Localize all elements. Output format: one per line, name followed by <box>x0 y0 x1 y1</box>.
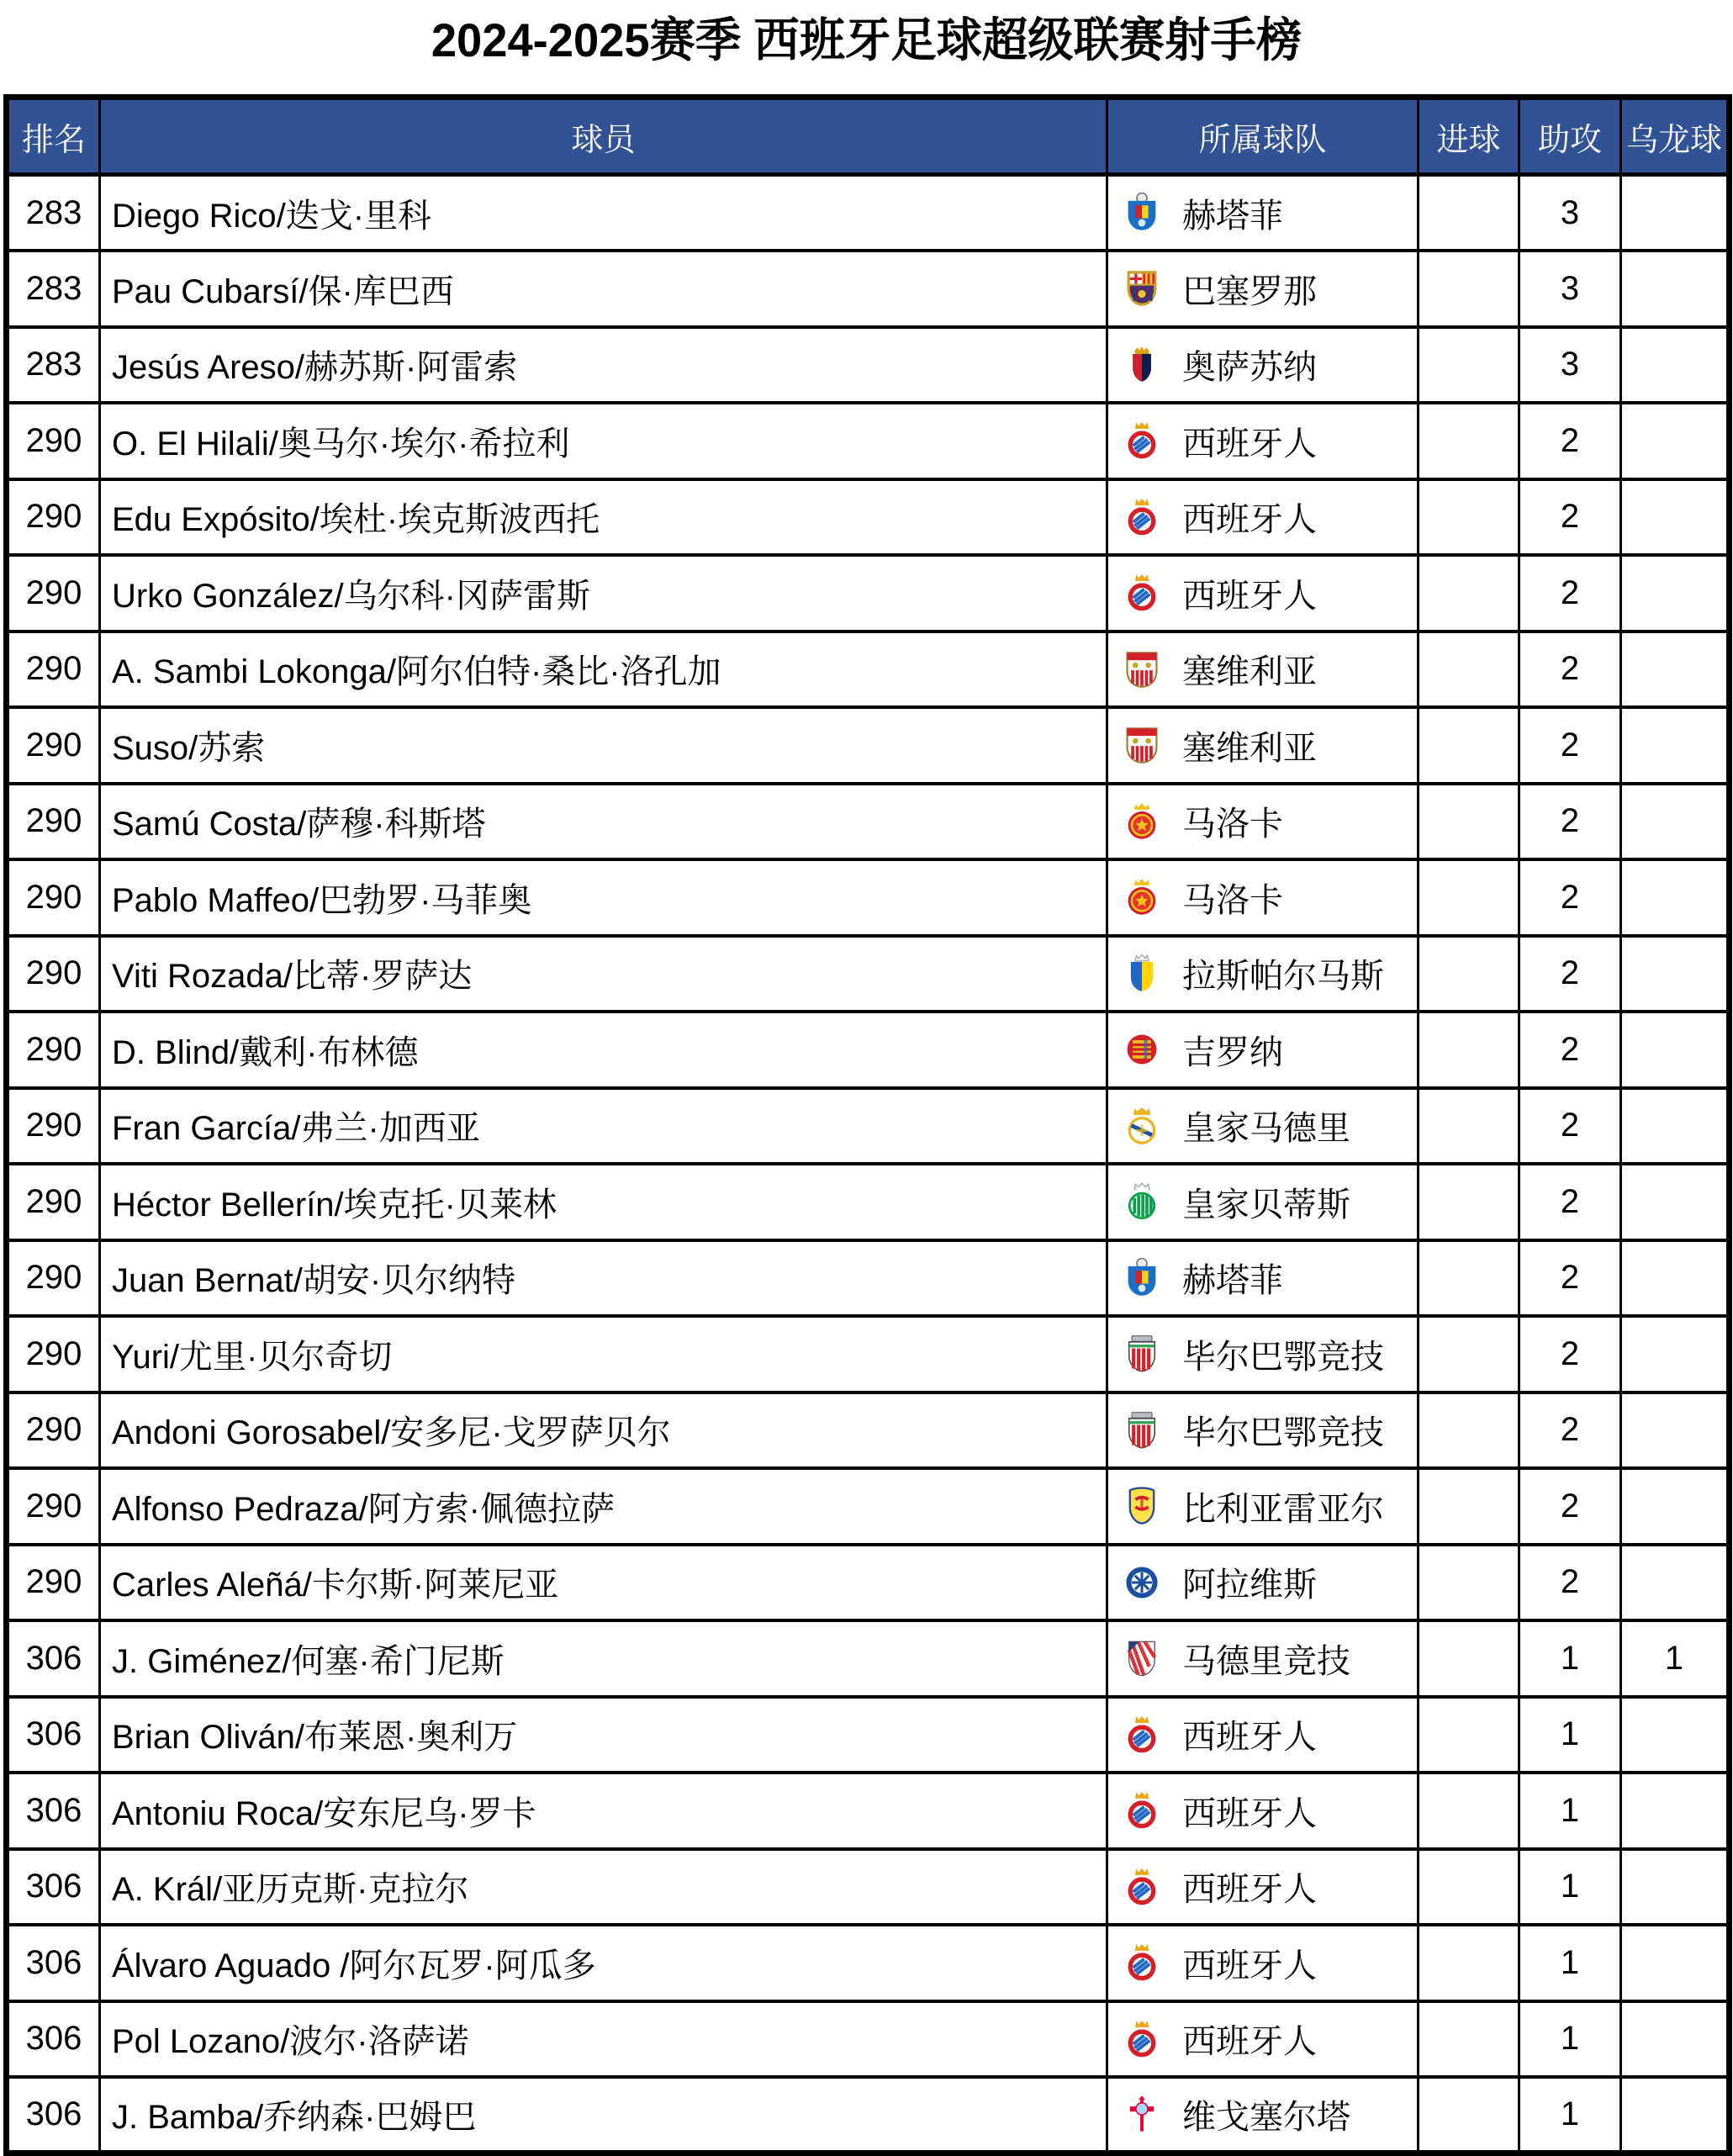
rank-cell: 283 <box>7 251 100 327</box>
goals-cell <box>1419 1088 1519 1165</box>
rank-cell: 306 <box>7 2077 100 2153</box>
alaves-badge-icon <box>1123 1562 1160 1603</box>
player-cell: D. Blind/戴利·布林德 <box>100 1012 1107 1088</box>
goals-cell <box>1419 1164 1519 1240</box>
team-cell <box>1107 631 1419 708</box>
own-goals-cell <box>1621 251 1730 327</box>
table-row <box>7 784 1730 860</box>
team-cell <box>1107 327 1419 404</box>
own-goals-cell <box>1621 1164 1730 1240</box>
goals-cell <box>1419 1697 1519 1773</box>
goals-cell <box>1419 1545 1519 1621</box>
player-cell: Álvaro Aguado /阿尔瓦罗·阿瓜多 <box>100 1925 1107 2001</box>
team-name: 西班牙人 <box>1182 1947 1317 1984</box>
table-row <box>7 555 1730 631</box>
goals-cell <box>1419 1012 1519 1088</box>
own-goals-cell <box>1621 2001 1730 2078</box>
team-cell <box>1107 1164 1419 1240</box>
espanyol-badge-icon <box>1123 1867 1160 1907</box>
sevilla-badge-icon <box>1123 649 1160 690</box>
own-goals-cell <box>1621 1012 1730 1088</box>
scorer-table-body <box>7 175 1730 2153</box>
rank-cell: 290 <box>7 1164 100 1240</box>
own-goals-cell <box>1621 1773 1730 1849</box>
goals-cell <box>1419 936 1519 1012</box>
own-goals-cell <box>1621 1849 1730 1926</box>
own-goals-cell <box>1621 1545 1730 1621</box>
team-name: 奥萨苏纳 <box>1182 349 1317 387</box>
team-name: 塞维利亚 <box>1182 653 1317 691</box>
team-name: 阿拉维斯 <box>1182 1567 1317 1604</box>
player-cell: Alfonso Pedraza/阿方索·佩德拉萨 <box>100 1468 1107 1545</box>
table-row <box>7 2077 1730 2153</box>
team-name: 皇家马德里 <box>1182 1110 1350 1148</box>
table-row <box>7 631 1730 708</box>
atletico-badge-icon <box>1123 1638 1160 1678</box>
player-cell: Juan Bernat/胡安·贝尔纳特 <box>100 1240 1107 1317</box>
team-cell <box>1107 251 1419 327</box>
rank-cell: 290 <box>7 936 100 1012</box>
assists-cell: 2 <box>1519 1545 1621 1621</box>
table-header-row <box>7 98 1730 175</box>
assists-cell: 2 <box>1519 784 1621 860</box>
team-name: 西班牙人 <box>1182 501 1317 539</box>
goals-cell <box>1419 175 1519 251</box>
table-row <box>7 2001 1730 2078</box>
own-goals-cell <box>1621 403 1730 479</box>
assists-cell: 3 <box>1519 175 1621 251</box>
rank-cell: 306 <box>7 1925 100 2001</box>
athletic-badge-icon <box>1123 1334 1160 1374</box>
player-cell: Urko González/乌尔科·冈萨雷斯 <box>100 555 1107 631</box>
team-name: 拉斯帕尔马斯 <box>1182 958 1384 996</box>
assists-cell: 2 <box>1519 1392 1621 1469</box>
team-name: 维戈塞尔塔 <box>1182 2099 1350 2136</box>
player-cell: Diego Rico/迭戈·里科 <box>100 175 1107 251</box>
team-name: 马洛卡 <box>1182 806 1283 843</box>
rank-cell: 283 <box>7 175 100 251</box>
player-cell: J. Bamba/乔纳森·巴姆巴 <box>100 2077 1107 2153</box>
goals-cell <box>1419 403 1519 479</box>
header-goals: 进球 <box>1419 98 1519 175</box>
assists-cell: 2 <box>1519 1468 1621 1545</box>
team-name: 皇家贝蒂斯 <box>1182 1186 1350 1223</box>
table-row <box>7 1240 1730 1317</box>
player-cell: Héctor Bellerín/埃克托·贝莱林 <box>100 1164 1107 1240</box>
rank-cell: 290 <box>7 1545 100 1621</box>
table-row <box>7 936 1730 1012</box>
assists-cell: 1 <box>1519 1849 1621 1926</box>
assists-cell: 2 <box>1519 479 1621 556</box>
espanyol-badge-icon <box>1123 1942 1160 1983</box>
rank-cell: 290 <box>7 403 100 479</box>
rank-cell: 290 <box>7 1392 100 1469</box>
team-cell <box>1107 1773 1419 1849</box>
team-name: 西班牙人 <box>1182 425 1317 462</box>
goals-cell <box>1419 1316 1519 1392</box>
table-row <box>7 1392 1730 1469</box>
team-cell <box>1107 175 1419 251</box>
team-cell <box>1107 1316 1419 1392</box>
team-name: 西班牙人 <box>1182 1871 1317 1909</box>
own-goals-cell <box>1621 479 1730 556</box>
villarreal-badge-icon <box>1123 1486 1160 1526</box>
barcelona-badge-icon <box>1123 268 1160 309</box>
assists-cell: 1 <box>1519 1620 1621 1697</box>
rank-cell: 306 <box>7 1849 100 1926</box>
rank-cell: 290 <box>7 784 100 860</box>
header-own-goals: 乌龙球 <box>1621 98 1730 175</box>
team-cell <box>1107 1849 1419 1926</box>
team-cell <box>1107 1088 1419 1165</box>
assists-cell: 2 <box>1519 859 1621 936</box>
girona-badge-icon <box>1123 1029 1160 1070</box>
rank-cell: 306 <box>7 1697 100 1773</box>
athletic-badge-icon <box>1123 1410 1160 1451</box>
own-goals-cell <box>1621 784 1730 860</box>
table-row <box>7 1316 1730 1392</box>
player-cell: Suso/苏索 <box>100 707 1107 784</box>
team-name: 赫塔菲 <box>1182 197 1283 235</box>
player-cell: A. Král/亚历克斯·克拉尔 <box>100 1849 1107 1926</box>
rank-cell: 290 <box>7 555 100 631</box>
laspalmas-badge-icon <box>1123 954 1160 994</box>
team-name: 毕尔巴鄂竞技 <box>1182 1338 1384 1376</box>
rank-cell: 290 <box>7 479 100 556</box>
top-scorers-table <box>3 94 1732 2156</box>
goals-cell <box>1419 631 1519 708</box>
team-name: 西班牙人 <box>1182 2023 1317 2061</box>
header-player: 球员 <box>100 98 1107 175</box>
goals-cell <box>1419 251 1519 327</box>
goals-cell <box>1419 784 1519 860</box>
espanyol-badge-icon <box>1123 420 1160 461</box>
goals-cell <box>1419 1773 1519 1849</box>
goals-cell <box>1419 2001 1519 2078</box>
table-row <box>7 479 1730 556</box>
rank-cell: 290 <box>7 707 100 784</box>
rank-cell: 290 <box>7 1012 100 1088</box>
table-row <box>7 707 1730 784</box>
own-goals-cell <box>1621 1468 1730 1545</box>
team-name: 马洛卡 <box>1182 881 1283 919</box>
table-row <box>7 1773 1730 1849</box>
own-goals-cell <box>1621 936 1730 1012</box>
rank-cell: 306 <box>7 1773 100 1849</box>
assists-cell: 3 <box>1519 251 1621 327</box>
player-cell: Jesús Areso/赫苏斯·阿雷索 <box>100 327 1107 404</box>
page-title: 2024-2025赛季 西班牙足球超级联赛射手榜 <box>431 13 1302 66</box>
goals-cell <box>1419 327 1519 404</box>
team-name: 巴塞罗那 <box>1182 272 1317 310</box>
assists-cell: 2 <box>1519 1316 1621 1392</box>
assists-cell: 2 <box>1519 1240 1621 1317</box>
getafe-badge-icon <box>1123 193 1160 233</box>
table-row <box>7 1849 1730 1926</box>
rank-cell: 306 <box>7 2001 100 2078</box>
team-cell <box>1107 784 1419 860</box>
header-assists: 助攻 <box>1519 98 1621 175</box>
own-goals-cell <box>1621 175 1730 251</box>
rank-cell: 283 <box>7 327 100 404</box>
goals-cell <box>1419 2077 1519 2153</box>
assists-cell: 2 <box>1519 936 1621 1012</box>
own-goals-cell <box>1621 1316 1730 1392</box>
goals-cell <box>1419 1240 1519 1317</box>
table-row <box>7 403 1730 479</box>
table-row <box>7 1620 1730 1697</box>
player-cell: Fran García/弗兰·加西亚 <box>100 1088 1107 1165</box>
goals-cell <box>1419 1849 1519 1926</box>
goals-cell <box>1419 479 1519 556</box>
osasuna-badge-icon <box>1123 345 1160 385</box>
mallorca-badge-icon <box>1123 801 1160 842</box>
own-goals-cell <box>1621 2077 1730 2153</box>
team-cell <box>1107 2001 1419 2078</box>
team-cell <box>1107 1697 1419 1773</box>
assists-cell: 3 <box>1519 327 1621 404</box>
own-goals-cell <box>1621 1697 1730 1773</box>
assists-cell: 2 <box>1519 555 1621 631</box>
team-name: 塞维利亚 <box>1182 729 1317 767</box>
table-row <box>7 175 1730 251</box>
assists-cell: 2 <box>1519 1164 1621 1240</box>
player-cell: J. Giménez/何塞·希门尼斯 <box>100 1620 1107 1697</box>
own-goals-cell <box>1621 1088 1730 1165</box>
player-cell: Pablo Maffeo/巴勃罗·马菲奥 <box>100 859 1107 936</box>
realmadrid-badge-icon <box>1123 1106 1160 1146</box>
team-cell <box>1107 1012 1419 1088</box>
assists-cell: 2 <box>1519 631 1621 708</box>
rank-cell: 290 <box>7 1240 100 1317</box>
team-cell <box>1107 1468 1419 1545</box>
espanyol-badge-icon <box>1123 1715 1160 1755</box>
espanyol-badge-icon <box>1123 573 1160 613</box>
table-row <box>7 1925 1730 2001</box>
player-cell: A. Sambi Lokonga/阿尔伯特·桑比·洛孔加 <box>100 631 1107 708</box>
own-goals-cell <box>1621 1240 1730 1317</box>
rank-cell: 290 <box>7 1316 100 1392</box>
espanyol-badge-icon <box>1123 2019 1160 2059</box>
assists-cell: 2 <box>1519 707 1621 784</box>
team-name: 比利亚雷亚尔 <box>1182 1490 1384 1528</box>
own-goals-cell: 1 <box>1621 1620 1730 1697</box>
team-cell <box>1107 1545 1419 1621</box>
player-cell: Samú Costa/萨穆·科斯塔 <box>100 784 1107 860</box>
team-cell <box>1107 707 1419 784</box>
team-name: 毕尔巴鄂竞技 <box>1182 1414 1384 1452</box>
player-cell: Pau Cubarsí/保·库巴西 <box>100 251 1107 327</box>
sevilla-badge-icon <box>1123 725 1160 765</box>
team-name: 西班牙人 <box>1182 1719 1317 1757</box>
goals-cell <box>1419 1925 1519 2001</box>
team-cell <box>1107 403 1419 479</box>
player-cell: Yuri/尤里·贝尔奇切 <box>100 1316 1107 1392</box>
team-cell <box>1107 555 1419 631</box>
espanyol-badge-icon <box>1123 1790 1160 1831</box>
own-goals-cell <box>1621 707 1730 784</box>
own-goals-cell <box>1621 859 1730 936</box>
own-goals-cell <box>1621 1925 1730 2001</box>
espanyol-badge-icon <box>1123 497 1160 537</box>
assists-cell: 1 <box>1519 2001 1621 2078</box>
goals-cell <box>1419 1620 1519 1697</box>
player-cell: Viti Rozada/比蒂·罗萨达 <box>100 936 1107 1012</box>
team-name: 赫塔菲 <box>1182 1262 1283 1300</box>
team-cell <box>1107 479 1419 556</box>
table-row <box>7 1164 1730 1240</box>
table-row <box>7 1545 1730 1621</box>
player-cell: Pol Lozano/波尔·洛萨诺 <box>100 2001 1107 2078</box>
goals-cell <box>1419 707 1519 784</box>
celta-badge-icon <box>1123 2095 1160 2135</box>
team-cell <box>1107 936 1419 1012</box>
player-cell: Antoniu Roca/安东尼乌·罗卡 <box>100 1773 1107 1849</box>
betis-badge-icon <box>1123 1181 1160 1222</box>
player-cell: Edu Expósito/埃杜·埃克斯波西托 <box>100 479 1107 556</box>
assists-cell: 1 <box>1519 1697 1621 1773</box>
team-name: 西班牙人 <box>1182 577 1317 615</box>
team-cell <box>1107 1620 1419 1697</box>
player-cell: Carles Aleñá/卡尔斯·阿莱尼亚 <box>100 1545 1107 1621</box>
table-row <box>7 1468 1730 1545</box>
own-goals-cell <box>1621 555 1730 631</box>
header-team: 所属球队 <box>1107 98 1419 175</box>
team-name: 吉罗纳 <box>1182 1033 1283 1071</box>
team-cell <box>1107 1392 1419 1469</box>
assists-cell: 2 <box>1519 1088 1621 1165</box>
goals-cell <box>1419 1392 1519 1469</box>
mallorca-badge-icon <box>1123 877 1160 917</box>
goals-cell <box>1419 859 1519 936</box>
table-row <box>7 327 1730 404</box>
assists-cell: 1 <box>1519 1925 1621 2001</box>
team-name: 马德里竞技 <box>1182 1642 1350 1680</box>
table-row <box>7 859 1730 936</box>
team-cell <box>1107 1925 1419 2001</box>
assists-cell: 2 <box>1519 403 1621 479</box>
table-row <box>7 1088 1730 1165</box>
header-rank: 排名 <box>7 98 100 175</box>
table-row <box>7 251 1730 327</box>
player-cell: O. El Hilali/奥马尔·埃尔·希拉利 <box>100 403 1107 479</box>
rank-cell: 290 <box>7 1468 100 1545</box>
table-row <box>7 1697 1730 1773</box>
team-cell <box>1107 1240 1419 1317</box>
team-cell <box>1107 2077 1419 2153</box>
table-row <box>7 1012 1730 1088</box>
rank-cell: 306 <box>7 1620 100 1697</box>
assists-cell: 1 <box>1519 2077 1621 2153</box>
goals-cell <box>1419 555 1519 631</box>
rank-cell: 290 <box>7 859 100 936</box>
rank-cell: 290 <box>7 1088 100 1165</box>
team-name: 西班牙人 <box>1182 1794 1317 1832</box>
assists-cell: 2 <box>1519 1012 1621 1088</box>
own-goals-cell <box>1621 327 1730 404</box>
goals-cell <box>1419 1468 1519 1545</box>
rank-cell: 290 <box>7 631 100 708</box>
player-cell: Brian Oliván/布莱恩·奥利万 <box>100 1697 1107 1773</box>
getafe-badge-icon <box>1123 1258 1160 1298</box>
team-cell <box>1107 859 1419 936</box>
player-cell: Andoni Gorosabel/安多尼·戈罗萨贝尔 <box>100 1392 1107 1469</box>
assists-cell: 1 <box>1519 1773 1621 1849</box>
own-goals-cell <box>1621 631 1730 708</box>
own-goals-cell <box>1621 1392 1730 1469</box>
